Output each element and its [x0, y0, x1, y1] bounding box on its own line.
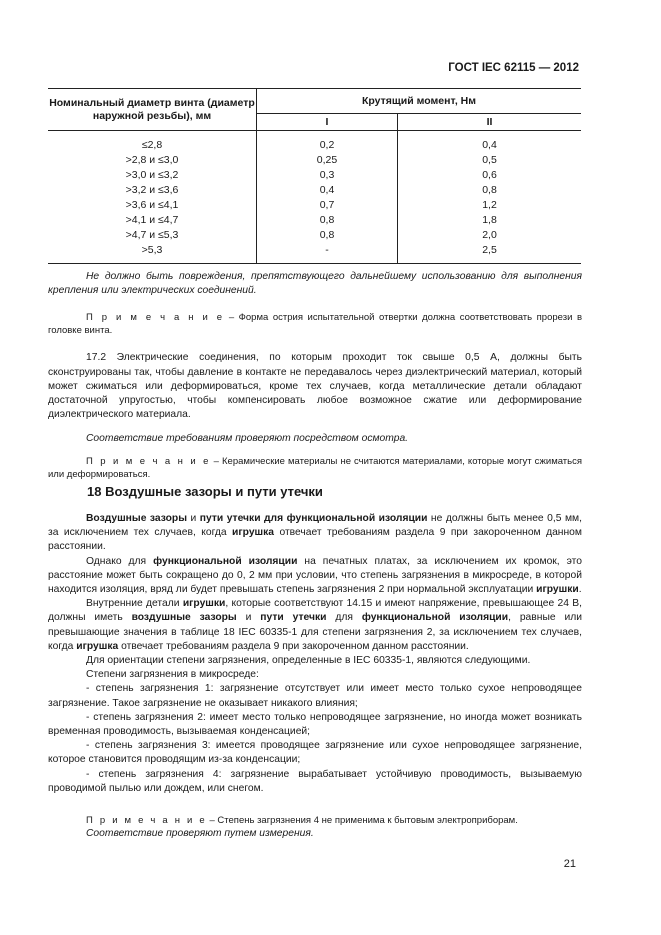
table-row [48, 183, 581, 198]
page-number: 21 [563, 858, 576, 870]
table-cell: ≤2,8 [48, 131, 257, 154]
table-cell: 0,6 [482, 169, 497, 181]
table-cell: >2,8 и ≤3,0 [48, 153, 257, 168]
table-cell: >3,2 и ≤3,6 [48, 183, 257, 198]
table-row [48, 153, 581, 168]
table-cell: 0,4 [257, 183, 398, 198]
subheader-ii: II [398, 114, 582, 131]
list-item: - степень загрязнения 1: загрязнение отсутствует или имеет место только сухое непроводящее загрязнение. Такое загрязнение не оказывает никакого влияния; [48, 683, 582, 709]
table-row [48, 213, 581, 228]
section-18-title: 18 Воздушные зазоры и пути утечки [87, 484, 323, 499]
table-cell: 0,5 [482, 154, 497, 166]
note-screwdriver: П р и м е ч а н и е – Форма острия испытательной отвертки должна соответствовать прорези в головке винта. [48, 312, 583, 337]
table-cell: 0,4 [482, 139, 497, 151]
table-cell: 0,8 [257, 228, 398, 243]
table-cell: 2,0 [482, 229, 497, 241]
check-measure: Соответствие проверяют путем измерения. [86, 828, 314, 840]
table-row [48, 243, 581, 264]
note-pollution-degree: П р и м е ч а н и е – Степень загрязнения 4 не применима к бытовым электроприборам. [86, 815, 518, 827]
paragraph-printed-boards: Однако для функциональной изоляции на печатных платах, за исключением их кромок, это расстояние может быть сокращено до 0, 2 мм при условии, что степень загрязнения в микросреде, в которой находится изоляция, вряд ли будет превышать степень загрязнения 2 при нормальной эксплуатации игрушки. [48, 555, 582, 596]
table-cell: >5,3 [48, 243, 257, 264]
table-cell: >3,0 и ≤3,2 [48, 168, 257, 183]
table-cell: - [257, 243, 398, 264]
table-cell: >4,1 и ≤4,7 [48, 213, 257, 228]
table-cell: 1,8 [482, 214, 497, 226]
table-cell: 0,3 [257, 168, 398, 183]
paragraph-micro-env: Степени загрязнения в микросреде: [86, 669, 259, 681]
table-row [48, 131, 581, 154]
table-cell: 0,25 [257, 153, 398, 168]
damage-requirement: Не должно быть повреждения, препятствующего дальнейшему использованию для выполнения крепления или электрических соединений. [48, 271, 582, 297]
table-cell: 0,8 [482, 184, 497, 196]
table-cell: 0,7 [257, 198, 398, 213]
section-18-body [48, 512, 582, 841]
table-row [48, 168, 581, 183]
table-row [48, 198, 581, 213]
document-header: ГОСТ IEC 62115 — 2012 [448, 62, 579, 74]
list-item: - степень загрязнения 3: имеется проводящее загрязнение или сухое непроводящее загрязнение, которое становится проводящим из-за конденсации; [48, 740, 582, 766]
paragraph-internal-parts: Внутренние детали игрушки, которые соответствуют 14.15 и имеют напряжение, превышающее 24 В, должны иметь воздушные зазоры и пути утечки для функциональной изоляции, равные или превышающие значения в таблице 18 IEC 60335-1 для степени загрязнения 2, за исключением тех случаев, когда игрушка отвечает требованиям раздела 9 при закороченном данном расстоянии. [48, 598, 582, 652]
table-cell: >3,6 и ≤4,1 [48, 198, 257, 213]
upper-text-block [48, 270, 582, 481]
clause-17-2: 17.2 Электрические соединения, по которым проходит ток свыше 0,5 А, должны быть сконструированы так, чтобы давление в контакте не передавалось через диэлектрический материал, который может сжиматься или деформироваться, кроме тех случаев, когда металлические детали обладают достаточной упругостью, чтобы компенсировать любое возможное сжатие или деформирование диэлектрического материала. [48, 352, 582, 421]
list-item: - степень загрязнения 4: загрязнение вырабатывает устойчивую проводимость, вызываемую проводимой пылью или дождем, или снегом. [48, 768, 582, 794]
table-cell: 2,5 [398, 243, 582, 264]
check-inspection: Соответствие требованиям проверяют посредством осмотра. [86, 433, 409, 445]
table-cell: 0,8 [257, 213, 398, 228]
col-diameter-header: Номинальный диаметр винта (диаметр наружной резьбы), мм [48, 89, 257, 131]
list-item: - степень загрязнения 2: имеет место только непроводящее загрязнение, но иногда может возникать временная проводимость, вызываемая конденсацией; [48, 711, 582, 738]
subheader-i: I [257, 114, 398, 131]
paragraph-clearances: Воздушные зазоры и пути утечки для функциональной изоляции не должны быть менее 0,5 мм, за исключением тех случаев, когда игрушка отвечает требованиям раздела 9 при закороченном данном расстоянии. [48, 513, 582, 553]
table-cell: 1,2 [482, 199, 497, 211]
table-cell: >4,7 и ≤5,3 [48, 228, 257, 243]
torque-table [48, 88, 581, 264]
table-cell: 0,2 [257, 131, 398, 154]
table-row [48, 228, 581, 243]
paragraph-orientation: Для ориентации степени загрязнения, определенные в IEC 60335-1, являются следующими. [86, 655, 531, 667]
col-torque-header: Крутящий момент, Нм [257, 89, 582, 114]
note-ceramic: П р и м е ч а н и е – Керамические материалы не считаются материалами, которые могут сжиматься или деформироваться. [48, 455, 583, 480]
